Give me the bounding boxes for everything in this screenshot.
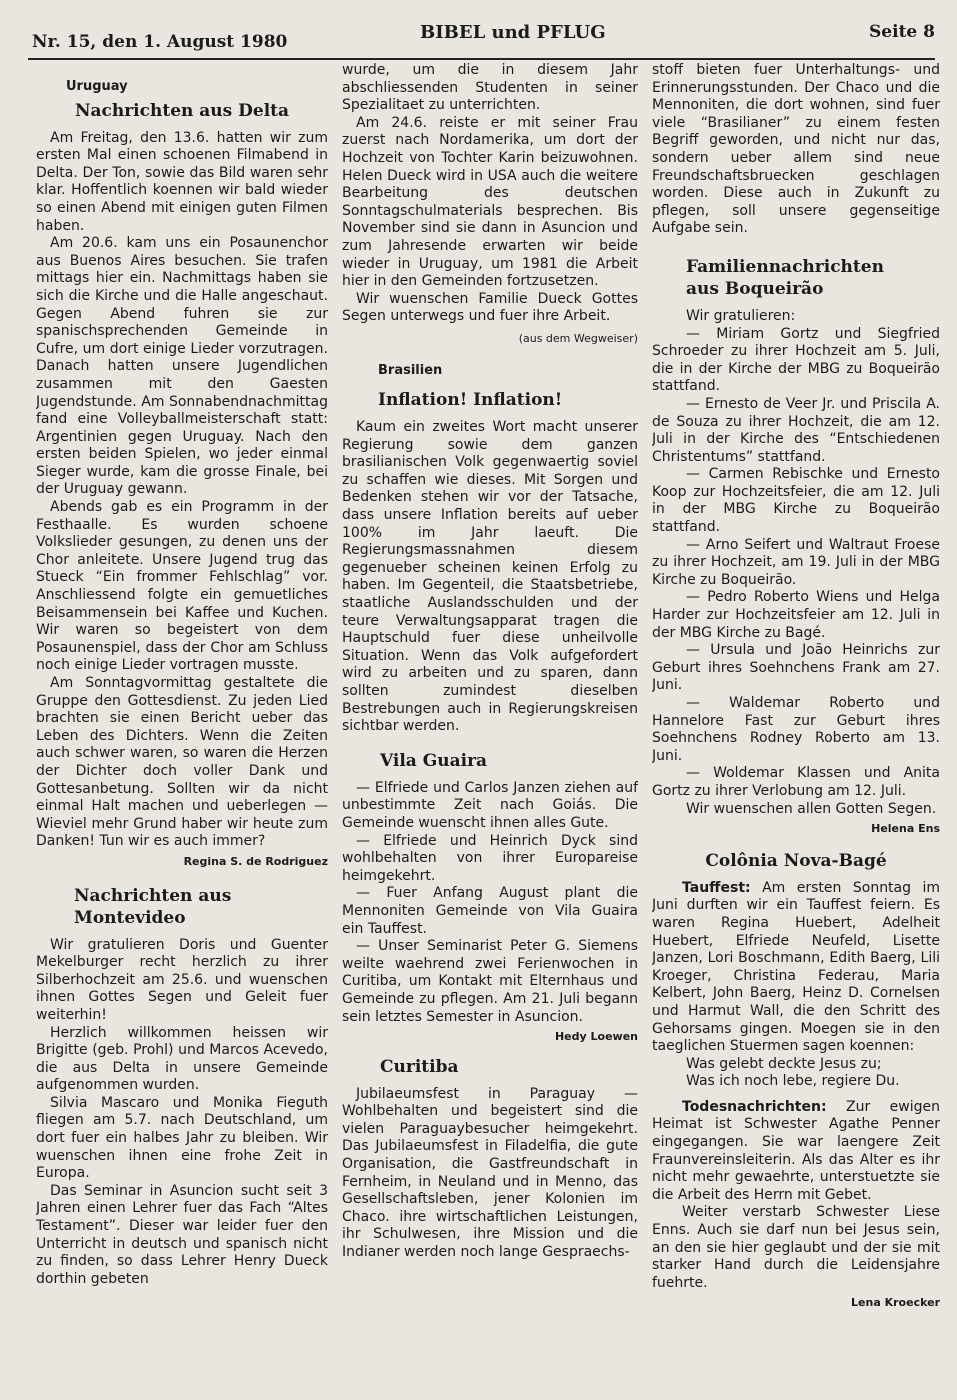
column-3 <box>652 62 940 1392</box>
author-signature: Helena Ens <box>871 822 940 836</box>
article-paragraph: Weiter verstarb Schwester Liese Enns. Auch sie darf nun bei Jesus sein, an den sie hier geglaubt und der sie mit starker Hand durch die Leidensjahre fuehrte. <box>652 1204 940 1291</box>
author-signature: Hedy Loewen <box>554 1030 638 1044</box>
article-paragraph: Abends gab es ein Programm in der Festhaalle. Es wurden schoene Volkslieder gesungen, zu denen uns der Chor anleitete. Unsere Jugend trug das Stueck “Ein frommer Fehlschlag” vor. Anschliessend folgte ein gemuetliches Beisammensein bei Kaffee und Kuchen. Wir waren so begeistert von dem Posaunenspiel, dass der Chor am Schluss noch einige Lieder vortragen musste. <box>36 499 328 674</box>
tauffest-text: Am ersten Sonntag im Juni durften wir ein Tauffest feiern. Es waren Regina Huebert, Adelheit Huebert, Elfriede Neufeld, Lisette Janzen, Lori Boschmann, Edith Baerg, Lili Kroeger, Christina Federau, Maria Kelbert, John Baerg, Heinz D. Cornelsen und Harmut Wall, die den Schritt des Gehorsams gingen. Moegen sie in den taeglichen Stuermen sagen koennen: <box>652 879 940 1055</box>
masthead <box>28 18 935 60</box>
todesnachrichten-text: Zur ewigen Heimat ist Schwester Agathe Penner eingegangen. Sie war laengere Zeit Fraunvereinsleiterin. Als das Alter es ihr nicht mehr gewaehrte, unterstuetzte sie die Arbeit des Herrn mit Gebet. <box>652 1098 940 1203</box>
article-paragraph: Das Seminar in Asuncion sucht seit 3 Jahren einen Lehrer fuer das Fach “Altes Testament”. Dieser war leider fuer den Unterricht in deutsch und spanisch nicht zu finden, so dass Lehrer Henry Dueck dorthin gebeten <box>36 1182 328 1287</box>
article-paragraph: Wir gratulieren: <box>686 307 796 324</box>
article-paragraph <box>652 880 940 1056</box>
article-paragraph: Herzlich willkommen heissen wir Brigitte (geb. Prohl) und Marcos Acevedo, die aus Delta in unsere Gemeinde aufgenommen wurden. <box>36 1024 328 1094</box>
article-paragraph: — Elfriede und Heinrich Dyck sind wohlbehalten von ihrer Europareise heimgekehrt. <box>342 832 638 884</box>
article-paragraph: Am 24.6. reiste er mit seiner Frau zuerst nach Nordamerika, um dort der Hochzeit von Tochter Karin beizuwohnen. Helen Dueck wird in USA auch die weitere Bearbeitung des deutschen Sonntagschulmaterials besprechen. Bis November sind sie dann in Asuncion und zum Jahresende erwarten wir beide wieder in Uruguay, um 1981 die Arbeit hier in den Gemeinden fortzusetzen. <box>342 114 638 290</box>
issue-date: Nr. 15, den 1. August 1980 <box>32 32 288 52</box>
article-paragraph: Jubilaeumsfest in Paraguay — Wohlbehalten und begeistert sind die vielen Paraguaybesucher heimgekehrt. Das Jubilaeumsfest in Filadelfia, die gute Organisation, die Gastfreundschaft in Fernheim, in Neuland und in Menno, das Gesellschaftsleben, jener Kolonien im Chaco. ihre wirtschaftlichen Leistungen, ihr Schulwesen, ihre Mission und die Indianer werden noch lange Gespraechs- <box>342 1085 638 1261</box>
article-paragraph: — Fuer Anfang August plant die Mennoniten Gemeinde von Vila Guaira ein Tauffest. <box>342 885 638 937</box>
article-paragraph: — Elfriede und Carlos Janzen ziehen auf unbestimmte Zeit nach Goiás. Die Gemeinde wuenscht ihnen alles Gute. <box>342 779 638 831</box>
column-1 <box>36 62 328 1392</box>
article-paragraph: — Ernesto de Veer Jr. und Priscila A. de Souza zu ihrer Hochzeit, die am 12. Juli in der Kirche des “Entschiedenen Christentums” stattfand. <box>652 395 940 465</box>
article-paragraph: Am Freitag, den 13.6. hatten wir zum ersten Mal einen schoenen Filmabend in Delta. Der Ton, sowie das Bild waren sehr klar. Hoffentlich koennen wir bald wieder so einen Abend mit einigen guten Filmen haben. <box>36 129 328 234</box>
author-signature: Regina S. de Rodriguez <box>183 854 328 868</box>
article-paragraph: — Waldemar Roberto und Hannelore Fast zur Geburt ihres Soehnchens Rodney Roberto am 13. Juni. <box>652 695 940 764</box>
article-paragraph: Wir gratulieren Doris und Guenter Mekelburger recht herzlich zu ihrer Silberhochzeit am 25.6. und wuenschen ihnen Gottes Segen und Geleit fuer weiterhin! <box>36 936 328 1023</box>
article-title-delta: Nachrichten aus Delta <box>74 100 290 121</box>
article-title-inflation: Inflation! Inflation! <box>378 390 563 411</box>
verse-line: Was ich noch lebe, regiere Du. <box>686 1073 900 1090</box>
article-title-montevideo: Nachrichten aus Montevideo <box>74 885 232 928</box>
newspaper-title: BIBEL und PFLUG <box>420 22 606 43</box>
article-paragraph: wurde, um die in diesem Jahr abschliessenden Studenten in seiner Spezialitaet zu unterrichten. <box>342 62 638 114</box>
article-paragraph: Silvia Mascaro und Monika Fieguth fliegen am 5.7. nach Deutschland, um dort fuer ein halbes Jahr zu bleiben. Wir wuenschen ihnen eine frohe Zeit in Europa. <box>36 1094 328 1182</box>
article-paragraph: — Arno Seifert und Waltraut Froese zu ihrer Hochzeit, am 19. Juli in der MBG Kirche zu Boqueirão. <box>652 536 940 588</box>
article-paragraph: — Unser Seminarist Peter G. Siemens weilte waehrend zwei Ferienwochen in Curitiba, um Kontakt mit Elternhaus und Gemeinde zu pflegen. Am 21. Juli begann sein letztes Semester in Asuncion. <box>342 938 638 1025</box>
verse-line: Was gelebt deckte Jesus zu; <box>686 1055 882 1072</box>
tauffest-label: Tauffest: <box>682 879 751 896</box>
column-2 <box>342 62 638 1392</box>
article-title-familiennachrichten: Familiennachrichten aus Boqueirão <box>686 256 884 299</box>
article-paragraph: — Miriam Gortz und Siegfried Schroeder zu ihrer Hochzeit am 5. Juli, die in der Kirche der MBG zu Boqueirão stattfand. <box>652 325 940 395</box>
article-paragraph: — Pedro Roberto Wiens und Helga Harder zur Hochzeitsfeier am 12. Juli in der MBG Kirche zu Bagé. <box>652 589 940 641</box>
page-number: Seite 8 <box>869 22 935 42</box>
article-paragraph: — Carmen Rebischke und Ernesto Koop zur Hochzeitsfeier, die am 12. Juli in der MBG Kirche zu Boqueirão stattfand. <box>652 466 940 536</box>
article-paragraph: Am 20.6. kam uns ein Posaunenchor aus Buenos Aires besuchen. Sie trafen mittags hier ein. Nachmittags haben sie sich die Kirche und die Halle angeschaut. Gegen Abend fuhren sie zur spanischsprechenden Gemeinde in Cufre, um dort einige Lieder vorzutragen. Danach hatten unsere Jugendlichen zusammen mit den Gaesten Jugendstunde. Am Sonnabendnachmittag fand eine Volleyballmeisterschaft statt: Argentinien gegen Uruguay. Nach den ersten beiden Spielen, wo jeder einmal Sieger wurde, kam die grosse Finale, bei der Uruguay gewann. <box>36 235 328 498</box>
article-paragraph: — Woldemar Klassen und Anita Gortz zu ihrer Verlobung am 12. Juli. <box>652 765 940 799</box>
article-paragraph: stoff bieten fuer Unterhaltungs- und Erinnerungsstunden. Der Chaco und die Mennoniten, die dort wohnen, sind fuer viele “Brasilianer” zu einem festen Begriff geworden, und nicht nur das, sondern ueber allem sind neue Freundschaftsbruecken geschlagen worden. Diese auch in Zukunft zu pflegen, soll unsere gegenseitige Aufgabe sein. <box>652 62 940 237</box>
todesnachrichten-label: Todesnachrichten: <box>682 1098 827 1115</box>
region-uruguay: Uruguay <box>66 79 128 94</box>
article-paragraph: Wir wuenschen allen Gotten Segen. <box>686 800 937 817</box>
article-paragraph <box>652 1099 940 1205</box>
article-paragraph: Kaum ein zweites Wort macht unserer Regierung sowie dem ganzen brasilianischen Volk gegenwaertig soviel zu schaffen wie dieses. Mit Sorgen und Bedenken stehen wir vor der Tatsache, dass unsere Inflation bereits auf ueber 100% im Jahr laeuft. Die Regierungsmassnahmen diesem gegenueber scheinen keinen Erfolg zu haben. Im Gegenteil, die Staatsbetriebe, staatliche Auslandsschulden und der teure Verwaltungsapparat tragen die Hauptschuld fuer diese unheilvolle Situation. Wenn das Volk aufgefordert wird zu arbeiten und zu sparen, dann sollten zumindest dieselben Bestrebungen auch in Regierungskreisen sichtbar werden. <box>342 419 638 735</box>
author-signature: Lena Kroecker <box>851 1296 940 1310</box>
article-paragraph: Am Sonntagvormittag gestaltete die Gruppe den Gottesdienst. Zu jeden Lied brachten sie einen Bericht ueber das Leben des Dichters. Wenn die Zeiten auch schwer waren, so waren die Herzen der Dichter doch voller Dank und Gottesanbetung. Sollten wir da nicht einmal Halt machen und ueberlegen — Wieviel mehr Grund haber wir heute zum Danken! Tun wir es auch immer? <box>36 675 328 850</box>
article-title-curitiba: Curitiba <box>380 1056 459 1077</box>
source-note: (aus dem Wegweiser) <box>518 331 638 345</box>
article-paragraph: Wir wuenschen Familie Dueck Gottes Segen unterwegs und fuer ihre Arbeit. <box>342 290 638 325</box>
article-title-colonia-nova-bage: Colônia Nova-Bagé <box>705 850 887 871</box>
region-brasilien: Brasilien <box>378 362 443 378</box>
article-paragraph: — Ursula und João Heinrichs zur Geburt ihres Soehnchens Frank am 27. Juni. <box>652 642 940 694</box>
article-title-vila-guaira: Vila Guaira <box>380 750 488 771</box>
